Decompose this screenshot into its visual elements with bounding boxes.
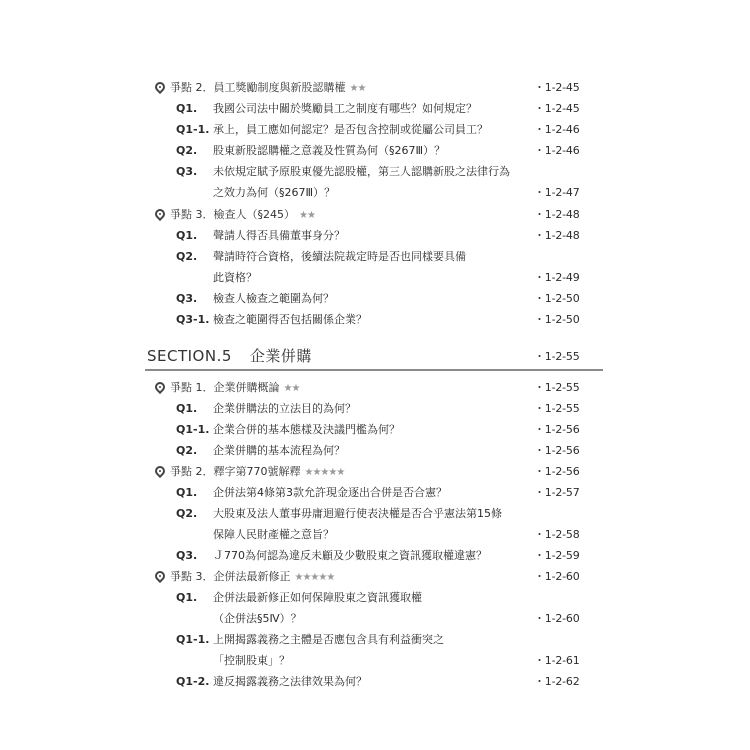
question-number: Q2.: [176, 144, 198, 157]
question-number: Q2.: [176, 444, 198, 457]
page-ref: ・1-2-55: [534, 381, 580, 394]
question-number: Q1.: [176, 486, 198, 499]
question-text: 企業併購法的立法目的為何？: [213, 402, 356, 415]
section-heading: [147, 345, 312, 367]
page-ref: ・1-2-60: [534, 612, 580, 625]
topic-label: 爭點 2．員工獎勵制度與新股認購權: [170, 81, 346, 94]
question-number: Q3.: [176, 165, 198, 178]
question-number: Q2.: [176, 507, 198, 520]
question-text: 聲請人得否具備董事身分？: [213, 229, 345, 242]
page-ref: ・1-2-60: [534, 570, 580, 583]
section-name: 企業併購: [249, 347, 312, 365]
importance-stars: ★★: [299, 210, 315, 221]
question-number: Q1.: [176, 591, 198, 604]
importance-stars: ★★: [283, 383, 300, 394]
question-text: 企業併購的基本流程為何？: [213, 444, 345, 457]
page-ref: ・1-2-57: [534, 486, 580, 499]
question-text-continued: （企併法§5Ⅳ）？: [213, 612, 302, 625]
topic-label: 爭點 1．企業併購概論: [170, 381, 280, 394]
question-number: Q3-1.: [176, 313, 210, 326]
question-text: Ｊ770為何認為違反未顧及少數股東之資訊獲取權違憲？: [213, 549, 487, 562]
topic-heading: [170, 78, 365, 98]
map-pin-icon: [153, 380, 167, 394]
question-text: 檢查人檢查之範圍為何？: [213, 292, 334, 305]
question-text-continued: 保障人民財產權之意旨？: [213, 528, 334, 541]
question-text: 檢查之範圍得否包括關係企業？: [213, 313, 367, 326]
page-ref: ・1-2-46: [534, 144, 580, 157]
map-pin-icon: [153, 569, 167, 583]
page-ref: ・1-2-50: [534, 313, 580, 326]
page-ref: ・1-2-56: [534, 423, 580, 436]
question-text: 上開揭露義務之主體是否應包含具有利益衝突之: [213, 633, 444, 646]
page-ref: ・1-2-56: [534, 465, 580, 478]
question-text-continued: 之效力為何（§267Ⅲ）？: [213, 186, 336, 199]
question-text: 企業合併的基本態樣及決議門檻為何？: [213, 423, 400, 436]
question-text: 違反揭露義務之法律效果為何？: [213, 675, 367, 688]
page-ref: ・1-2-48: [534, 208, 580, 221]
page-ref: ・1-2-62: [534, 675, 580, 688]
page-ref: ・1-2-55: [534, 350, 580, 363]
question-text: 承上，員工應如何認定？是否包含控制或從屬公司員工？: [213, 123, 488, 136]
map-pin-icon: [153, 464, 167, 478]
page-ref: ・1-2-61: [534, 654, 580, 667]
page-ref: ・1-2-59: [534, 549, 580, 562]
topic-label: 爭點 2．釋字第770號解釋: [170, 465, 301, 478]
question-text: 大股東及法人董事毋庸迴避行使表決權是否合乎憲法第15條: [213, 507, 502, 520]
page-ref: ・1-2-49: [534, 271, 580, 284]
topic-heading: [170, 462, 344, 482]
question-number: Q1-1.: [176, 123, 210, 136]
question-text: 企併法第4條第3款允許現金逐出合併是否合憲？: [213, 486, 447, 499]
page-ref: ・1-2-55: [534, 402, 580, 415]
topic-heading: [170, 205, 315, 225]
topic-heading: [170, 567, 334, 587]
question-number: Q1-2.: [176, 675, 210, 688]
question-number: Q3.: [176, 292, 198, 305]
page-ref: ・1-2-58: [534, 528, 580, 541]
section-divider: [145, 369, 603, 371]
question-text: 我國公司法中關於獎勵員工之制度有哪些？如何規定？: [213, 102, 477, 115]
map-pin-icon: [153, 80, 167, 94]
question-text: 聲請時符合資格，後續法院裁定時是否也同樣要具備: [213, 250, 466, 263]
question-number: Q1-1.: [176, 633, 210, 646]
question-number: Q1-1.: [176, 423, 210, 436]
importance-stars: ★★: [349, 83, 366, 94]
topic-label: 爭點 3．企併法最新修正: [170, 570, 291, 583]
question-text: 未依規定賦予原股東優先認股權，第三人認購新股之法律行為: [213, 165, 510, 178]
page-ref: ・1-2-50: [534, 292, 580, 305]
map-pin-icon: [153, 207, 167, 221]
topic-heading: [170, 378, 299, 398]
topic-label: 爭點 3．檢查人（§245）: [170, 208, 295, 221]
question-text: 股東新股認購權之意義及性質為何（§267Ⅲ）？: [213, 144, 446, 157]
question-text: 企併法最新修正如何保障股東之資訊獲取權: [213, 591, 422, 604]
question-number: Q1.: [176, 402, 198, 415]
question-number: Q3.: [176, 549, 198, 562]
question-number: Q1.: [176, 229, 198, 242]
question-text-continued: 此資格？: [213, 271, 257, 284]
page-ref: ・1-2-45: [534, 102, 580, 115]
page-ref: ・1-2-45: [534, 81, 580, 94]
section-code: SECTION.5: [147, 347, 232, 365]
page-ref: ・1-2-56: [534, 444, 580, 457]
question-number: Q2.: [176, 250, 198, 263]
importance-stars: ★★★★★: [304, 467, 345, 478]
page-ref: ・1-2-48: [534, 229, 580, 242]
page-ref: ・1-2-46: [534, 123, 580, 136]
page-ref: ・1-2-47: [534, 186, 580, 199]
question-text-continued: 「控制股東」？: [213, 654, 290, 667]
importance-stars: ★★★★★: [294, 572, 335, 583]
question-number: Q1.: [176, 102, 198, 115]
